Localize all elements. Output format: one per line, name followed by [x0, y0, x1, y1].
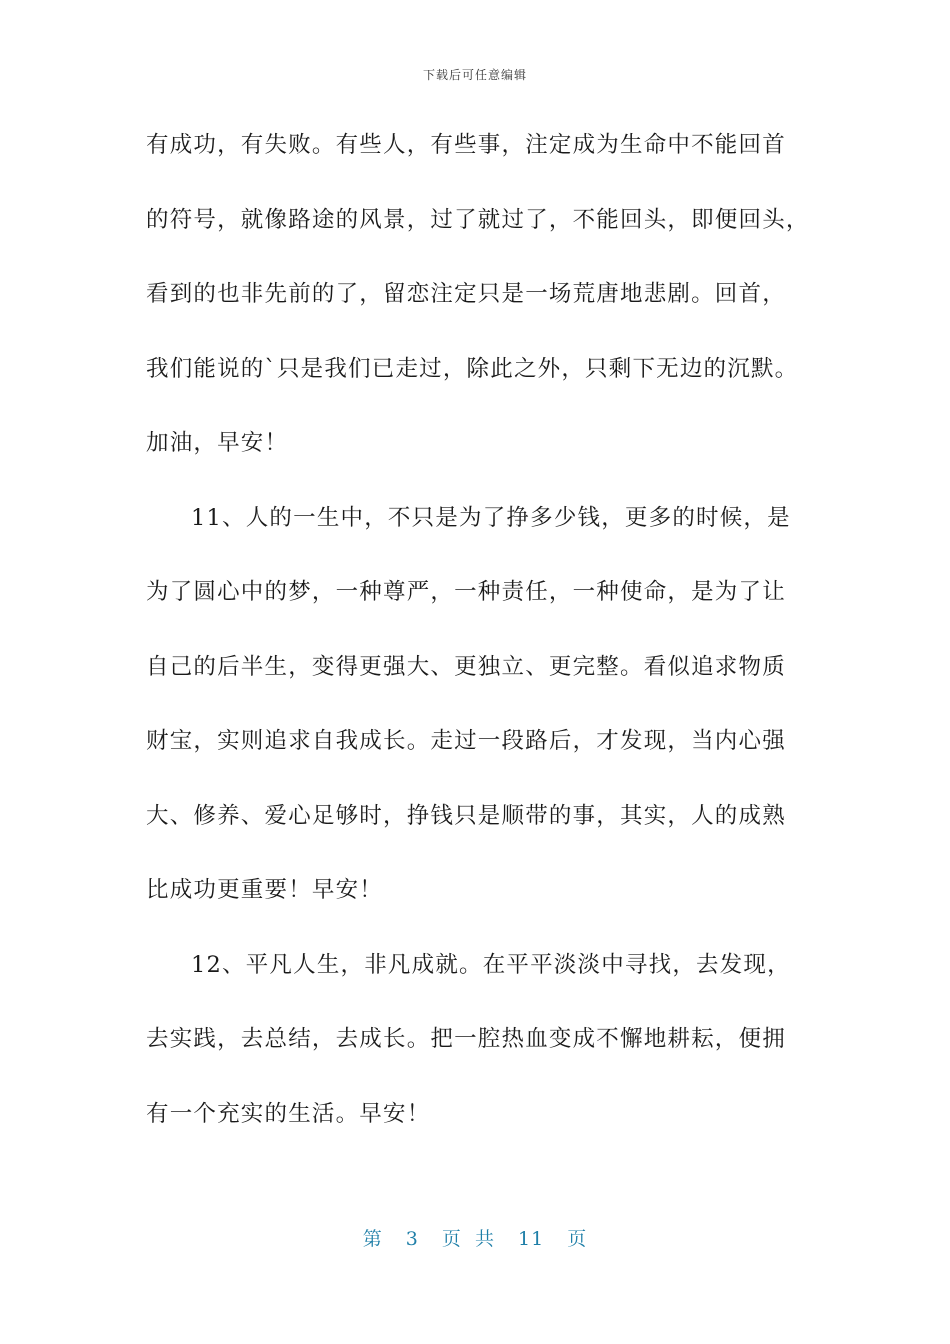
footer-suffix: 页 — [567, 1228, 588, 1250]
body-line-7: 为了圆心中的梦，一种尊严，一种责任，一种使命，是为了让 — [146, 579, 786, 605]
body-line-10: 大、修养、爱心足够时，挣钱只是顺带的事，其实，人的成熟 — [146, 802, 786, 829]
document-body — [146, 120, 816, 1163]
body-line-3: 看到的也非先前的了，留恋注定只是一场荒唐地悲剧。回首， — [146, 281, 786, 307]
body-line-5: 加油，早安！ — [146, 430, 289, 456]
body-line-14: 有一个充实的生活。早安！ — [146, 1100, 431, 1127]
body-line-2: 的符号，就像路途的风景，过了就过了，不能回头，即便回头， — [146, 206, 810, 233]
header-text: 下载后可任意编辑 — [422, 68, 527, 82]
body-line-12: 12、平凡人生，非凡成就。在平平淡淡中寻找，去发现， — [191, 951, 791, 978]
body-line-9: 财宝，实则追求自我成长。走过一段路后，才发现，当内心强 — [146, 728, 786, 754]
body-line-8: 自己的后半生，变得更强大、更独立、更完整。看似追求物质 — [146, 653, 786, 680]
body-line-4: 我们能说的`只是我们已走过，除此之外，只剩下无边的沉默。 — [146, 355, 799, 382]
footer-current-page: 3 — [405, 1228, 419, 1250]
body-line-6: 11、人的一生中，不只是为了挣多少钱，更多的时候，是 — [191, 504, 791, 531]
body-line-13: 去实践，去总结，去成长。把一腔热血变成不懈地耕耘，便拥 — [146, 1026, 786, 1052]
page-header — [0, 66, 950, 83]
footer-total-pages: 11 — [518, 1228, 545, 1250]
body-line-11: 比成功更重要！早安！ — [146, 877, 384, 903]
body-line-1: 有成功，有失败。有些人，有些事，注定成为生命中不能回首 — [146, 132, 786, 158]
page-footer — [0, 1224, 950, 1251]
footer-prefix: 第 — [362, 1228, 383, 1250]
footer-middle: 页 共 — [441, 1228, 495, 1250]
